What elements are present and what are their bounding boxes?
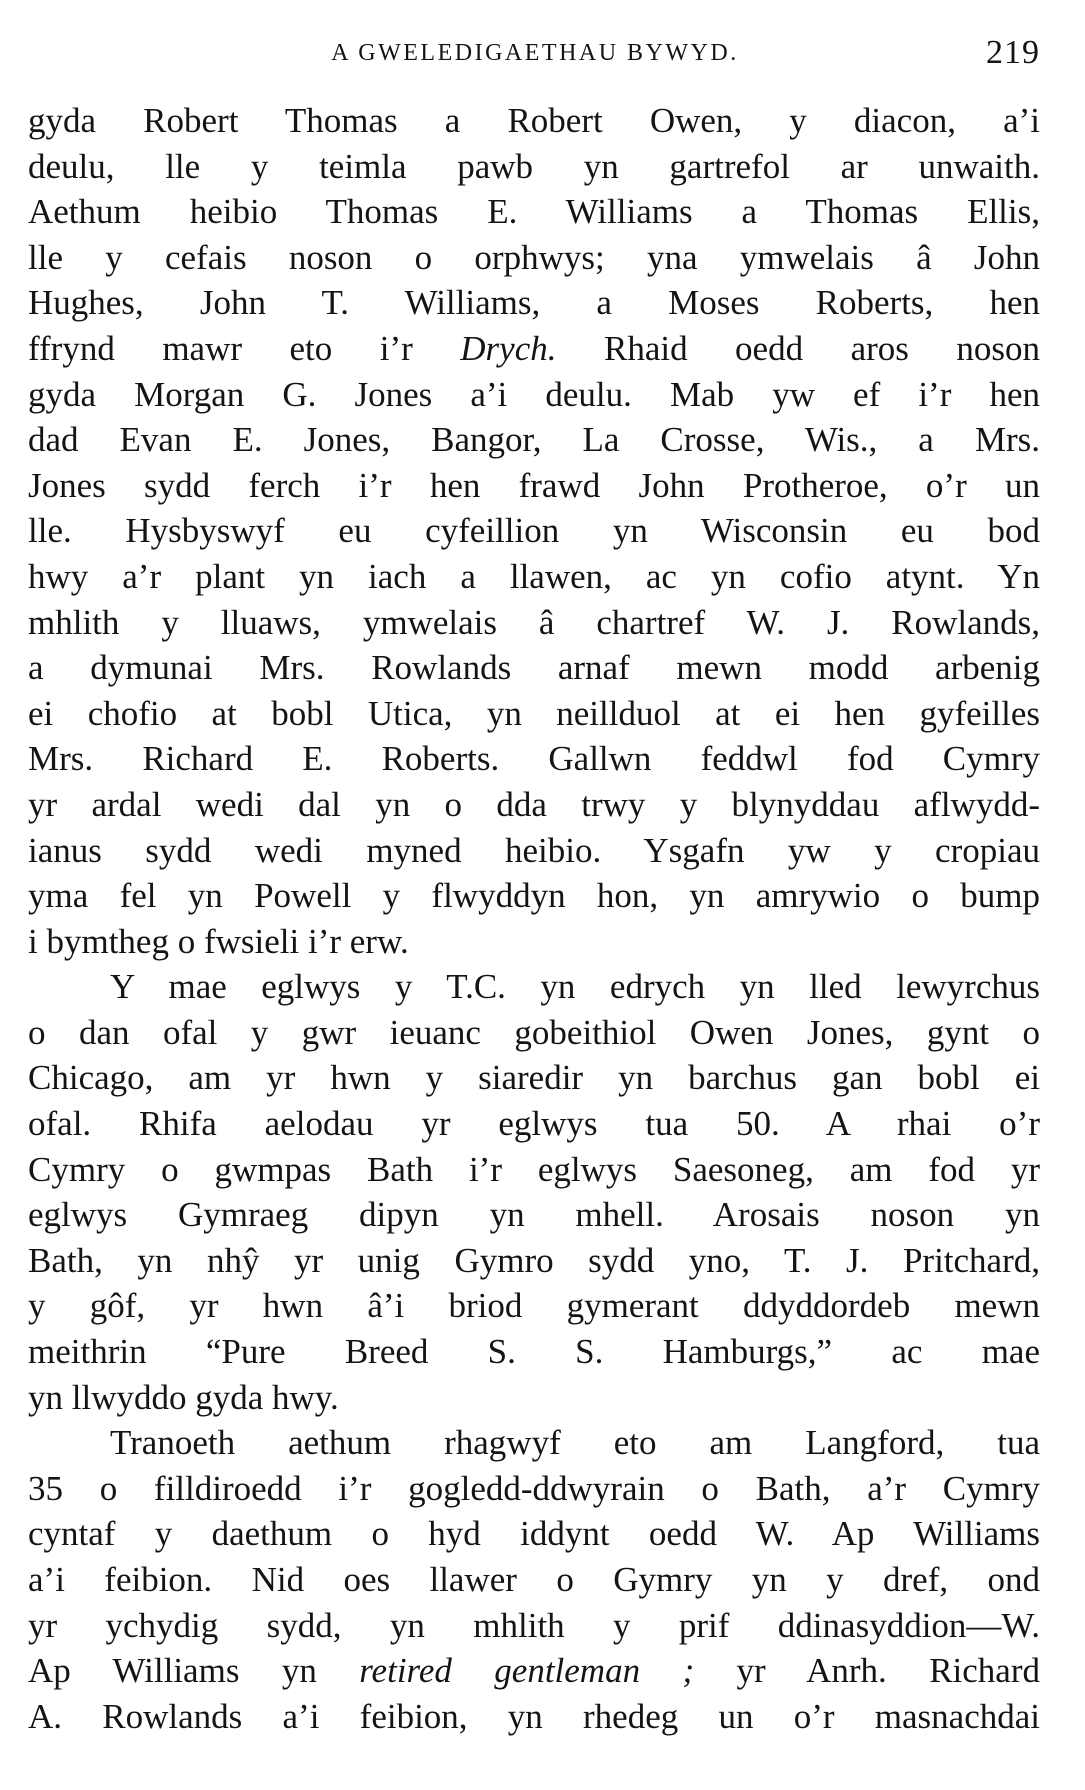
page-number: 219 — [986, 34, 1040, 71]
line-text: ffrynd mawr eto i’r — [28, 328, 413, 368]
paragraph-first-line: Y mae eglwys y T.C. yn edrych yn lled lewyrchus — [110, 967, 1040, 1007]
paragraph-first-line: Tranoeth aethum rhagwyf eto am Langford, tua — [110, 1423, 1040, 1463]
text-line: Bath, yn nhŷ yr unig Gymro sydd yno, T. J. Pritchard, — [28, 1240, 1040, 1280]
text-line: ofal. Rhifa aelodau yr eglwys tua 50. A rhai o’r — [28, 1104, 1040, 1144]
italic-retired-gentleman: retired gentleman ; — [359, 1651, 695, 1691]
running-head — [30, 34, 1040, 74]
text-line — [28, 326, 1040, 372]
text-line: yma fel yn Powell y flwyddyn hon, yn amrywio o bump — [28, 876, 1040, 916]
text-line: a’i feibion. Nid oes llawer o Gymry yn y dref, ond — [28, 1560, 1040, 1599]
text-line: gyda Robert Thomas a Robert Owen, y diacon, a’i — [28, 101, 1040, 140]
text-line: yr ychydig sydd, yn mhlith y prif ddinasyddion—W. — [28, 1605, 1040, 1645]
paragraph-end-line: i bymtheg o fwsieli i’r erw. — [28, 921, 409, 961]
text-line: lle. Hysbyswyf eu cyfeillion yn Wisconsin eu bod — [28, 511, 1040, 551]
paragraph-end-line: yn llwyddo gyda hwy. — [28, 1377, 339, 1417]
line-text: Ap Williams yn — [28, 1651, 317, 1691]
text-line: lle y cefais noson o orphwys; yna ymwelais â John — [28, 237, 1040, 277]
text-line: deulu, lle y teimla pawb yn gartrefol ar unwaith. — [28, 146, 1040, 186]
text-line: ianus sydd wedi myned heibio. Ysgafn yw y cropiau — [28, 830, 1040, 870]
text-line — [28, 1648, 1040, 1694]
body-text — [28, 98, 1040, 1739]
line-text: yr Anrh. Richard — [736, 1651, 1040, 1691]
text-line: Mrs. Richard E. Roberts. Gallwn feddwl fod Cymry — [28, 739, 1040, 779]
text-line: Chicago, am yr hwn y siaredir yn barchus gan bobl ei — [28, 1058, 1040, 1098]
text-line: y gôf, yr hwn â’i briod gymerant ddyddordeb mewn — [28, 1286, 1040, 1326]
running-title: A GWELEDIGAETHAU BYWYD. — [331, 40, 739, 66]
italic-drych: Drych. — [460, 328, 557, 368]
text-line: o dan ofal y gwr ieuanc gobeithiol Owen Jones, gynt o — [28, 1012, 1040, 1052]
text-line: Jones sydd ferch i’r hen frawd John Protheroe, o’r un — [28, 465, 1040, 505]
text-line: meithrin “Pure Breed S. S. Hamburgs,” ac mae — [28, 1332, 1040, 1372]
text-line: ei chofio at bobl Utica, yn neillduol at ei hen gyfeilles — [28, 693, 1040, 733]
text-line: Hughes, John T. Williams, a Moses Roberts, hen — [28, 283, 1040, 323]
text-line: gyda Morgan G. Jones a’i deulu. Mab yw ef i’r hen — [28, 374, 1040, 414]
text-line: eglwys Gymraeg dipyn yn mhell. Arosais noson yn — [28, 1195, 1040, 1235]
line-text: Rhaid oedd aros noson — [603, 328, 1040, 368]
text-line: dad Evan E. Jones, Bangor, La Crosse, Wis., a Mrs. — [28, 420, 1040, 460]
text-line: 35 o filldiroedd i’r gogledd-ddwyrain o Bath, a’r Cymry — [28, 1468, 1040, 1508]
text-line: cyntaf y daethum o hyd iddynt oedd W. Ap Williams — [28, 1514, 1040, 1554]
text-line: yr ardal wedi dal yn o dda trwy y blynyddau aflwydd- — [28, 784, 1040, 824]
text-line: a dymunai Mrs. Rowlands arnaf mewn modd arbenig — [28, 648, 1040, 688]
text-line: A. Rowlands a’i feibion, yn rhedeg un o’r masnachdai — [28, 1696, 1040, 1736]
text-line: mhlith y lluaws, ymwelais â chartref W. J. Rowlands, — [28, 602, 1040, 642]
text-line: Aethum heibio Thomas E. Williams a Thomas Ellis, — [28, 192, 1040, 232]
text-line: hwy a’r plant yn iach a llawen, ac yn cofio atynt. Yn — [28, 556, 1040, 596]
text-line: Cymry o gwmpas Bath i’r eglwys Saesoneg, am fod yr — [28, 1149, 1040, 1189]
